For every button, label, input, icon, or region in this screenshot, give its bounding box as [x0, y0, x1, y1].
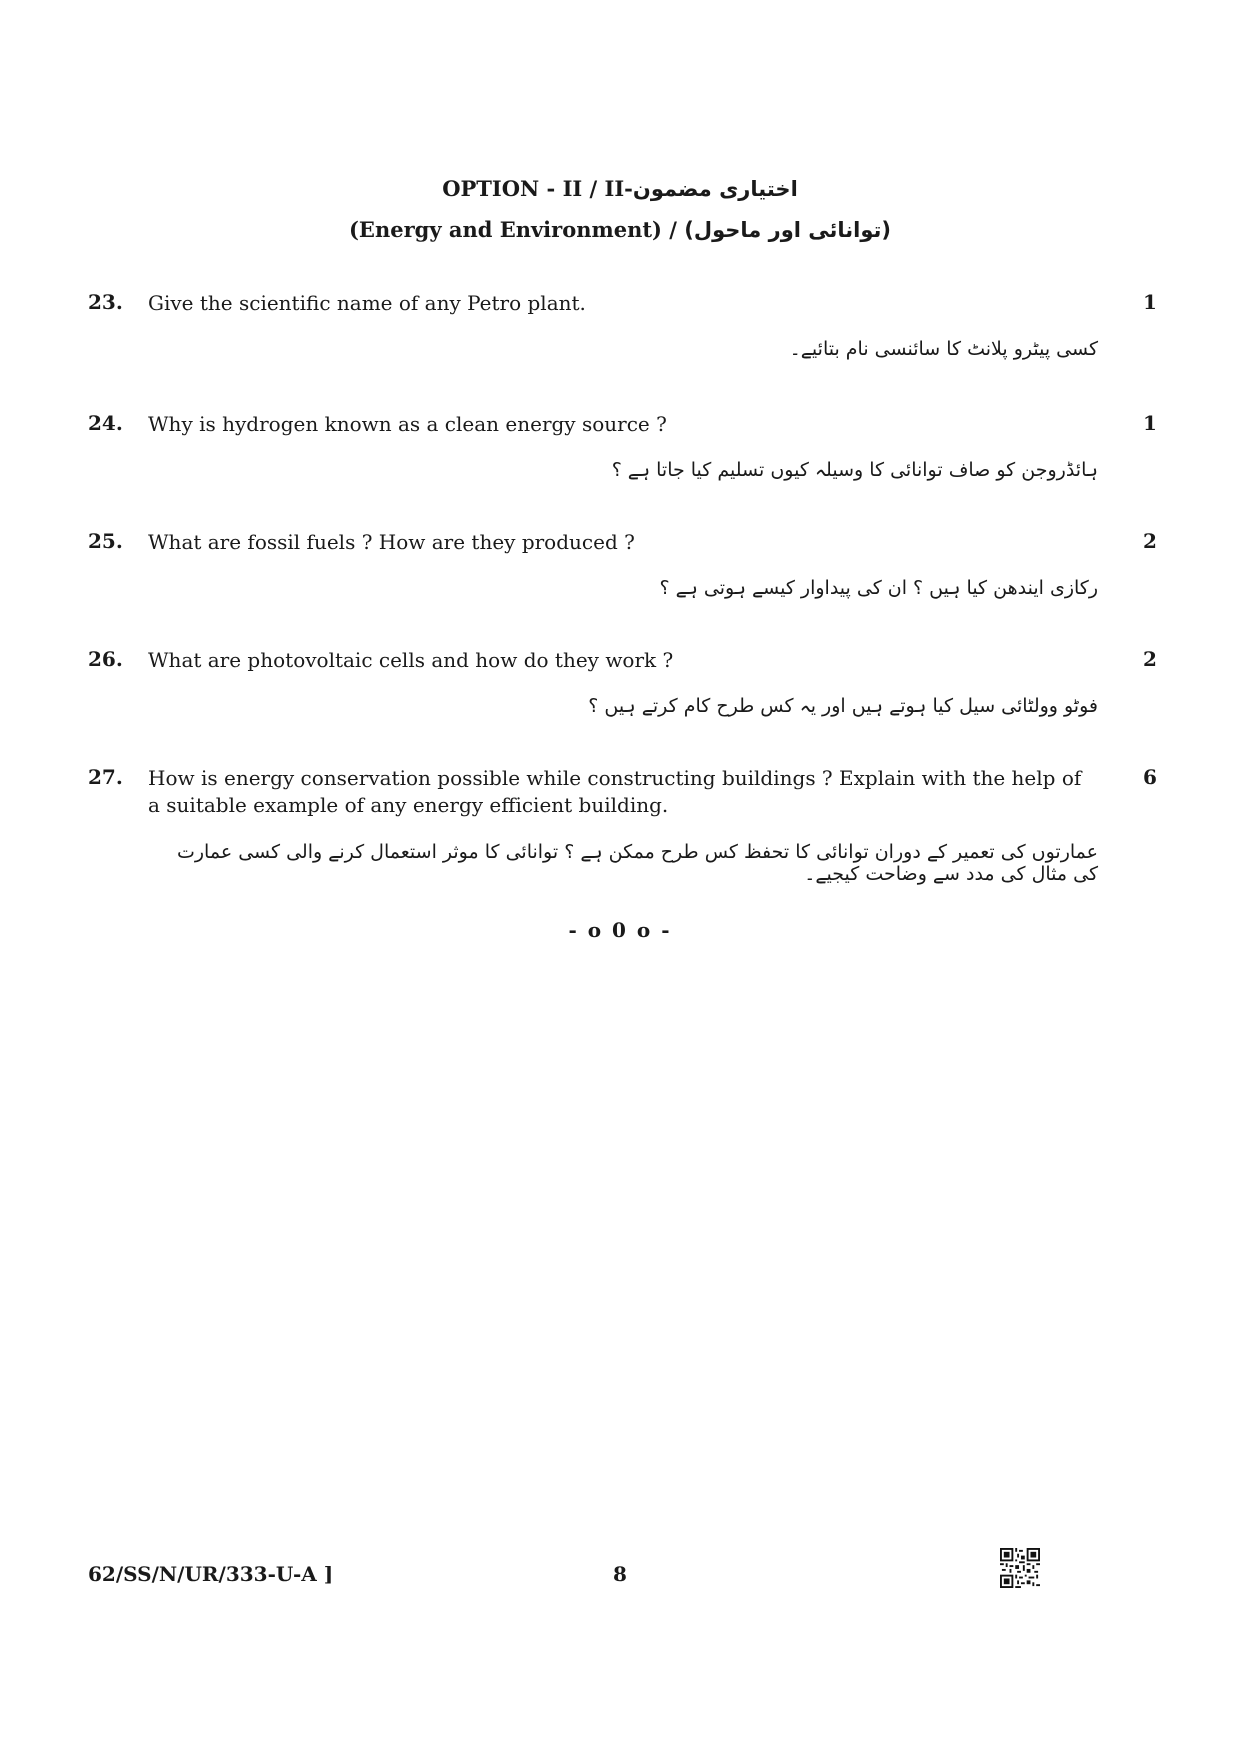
question-number: 27.: [88, 765, 123, 789]
end-of-paper-mark: - o 0 o -: [568, 918, 672, 942]
question-text: How is energy conservation possible while constructing buildings ? Explain with the help of a suitable example of any energy efficient building.: [148, 766, 1082, 817]
paper-code: 62/SS/N/UR/333-U-A ]: [88, 1562, 334, 1586]
option-heading: [0, 176, 1240, 201]
question-number: 24.: [88, 411, 123, 435]
question-urdu-text: رکازی ایندھن کیا ہیں ؟ ان کی پیداوار کیسے ہوتی ہے ؟: [659, 577, 1098, 599]
page-number: 8: [613, 1562, 627, 1586]
question-number: 26.: [88, 647, 123, 671]
question-text: Why is hydrogen known as a clean energy source ?: [148, 412, 667, 436]
question-text: What are fossil fuels ? How are they produced ?: [148, 530, 635, 554]
question-number: 25.: [88, 529, 123, 553]
question-marks: 1: [1143, 411, 1157, 435]
question-marks: 1: [1143, 290, 1157, 314]
question-urdu-text: عمارتوں کی تعمیر کے دوران توانائی کا تحفظ کس طرح ممکن ہے ؟ توانائی کا موثر استعمال کرنے والی کسی عمارت کی مثال کی مدد سے وضاحت کیجیے۔: [176, 841, 1098, 885]
question-marks: 2: [1143, 529, 1157, 553]
question-marks: 2: [1143, 647, 1157, 671]
question-number: 23.: [88, 290, 123, 314]
question-urdu-text: کسی پیٹرو پلانٹ کا سائنسی نام بتائیے۔: [789, 338, 1098, 360]
question-text: Give the scientific name of any Petro plant.: [148, 291, 586, 315]
option-label: OPTION - II / II-: [442, 176, 633, 201]
question-text: What are photovoltaic cells and how do they work ?: [148, 648, 674, 672]
question-urdu-text: فوٹو وولٹائی سیل کیا ہوتے ہیں اور یہ کس طرح کام کرتے ہیں ؟: [588, 695, 1098, 717]
question-marks: 6: [1143, 765, 1157, 789]
subject-urdu: (توانائی اور ماحول): [684, 218, 891, 242]
subject-heading: [0, 217, 1240, 242]
option-urdu-label: اختیاری مضمون: [632, 177, 798, 201]
qr-code-icon: [1000, 1548, 1040, 1588]
subject-english: (Energy and Environment) /: [349, 217, 685, 242]
question-urdu-text: ہائڈروجن کو صاف توانائی کا وسیلہ کیوں تسلیم کیا جاتا ہے ؟: [611, 459, 1098, 481]
